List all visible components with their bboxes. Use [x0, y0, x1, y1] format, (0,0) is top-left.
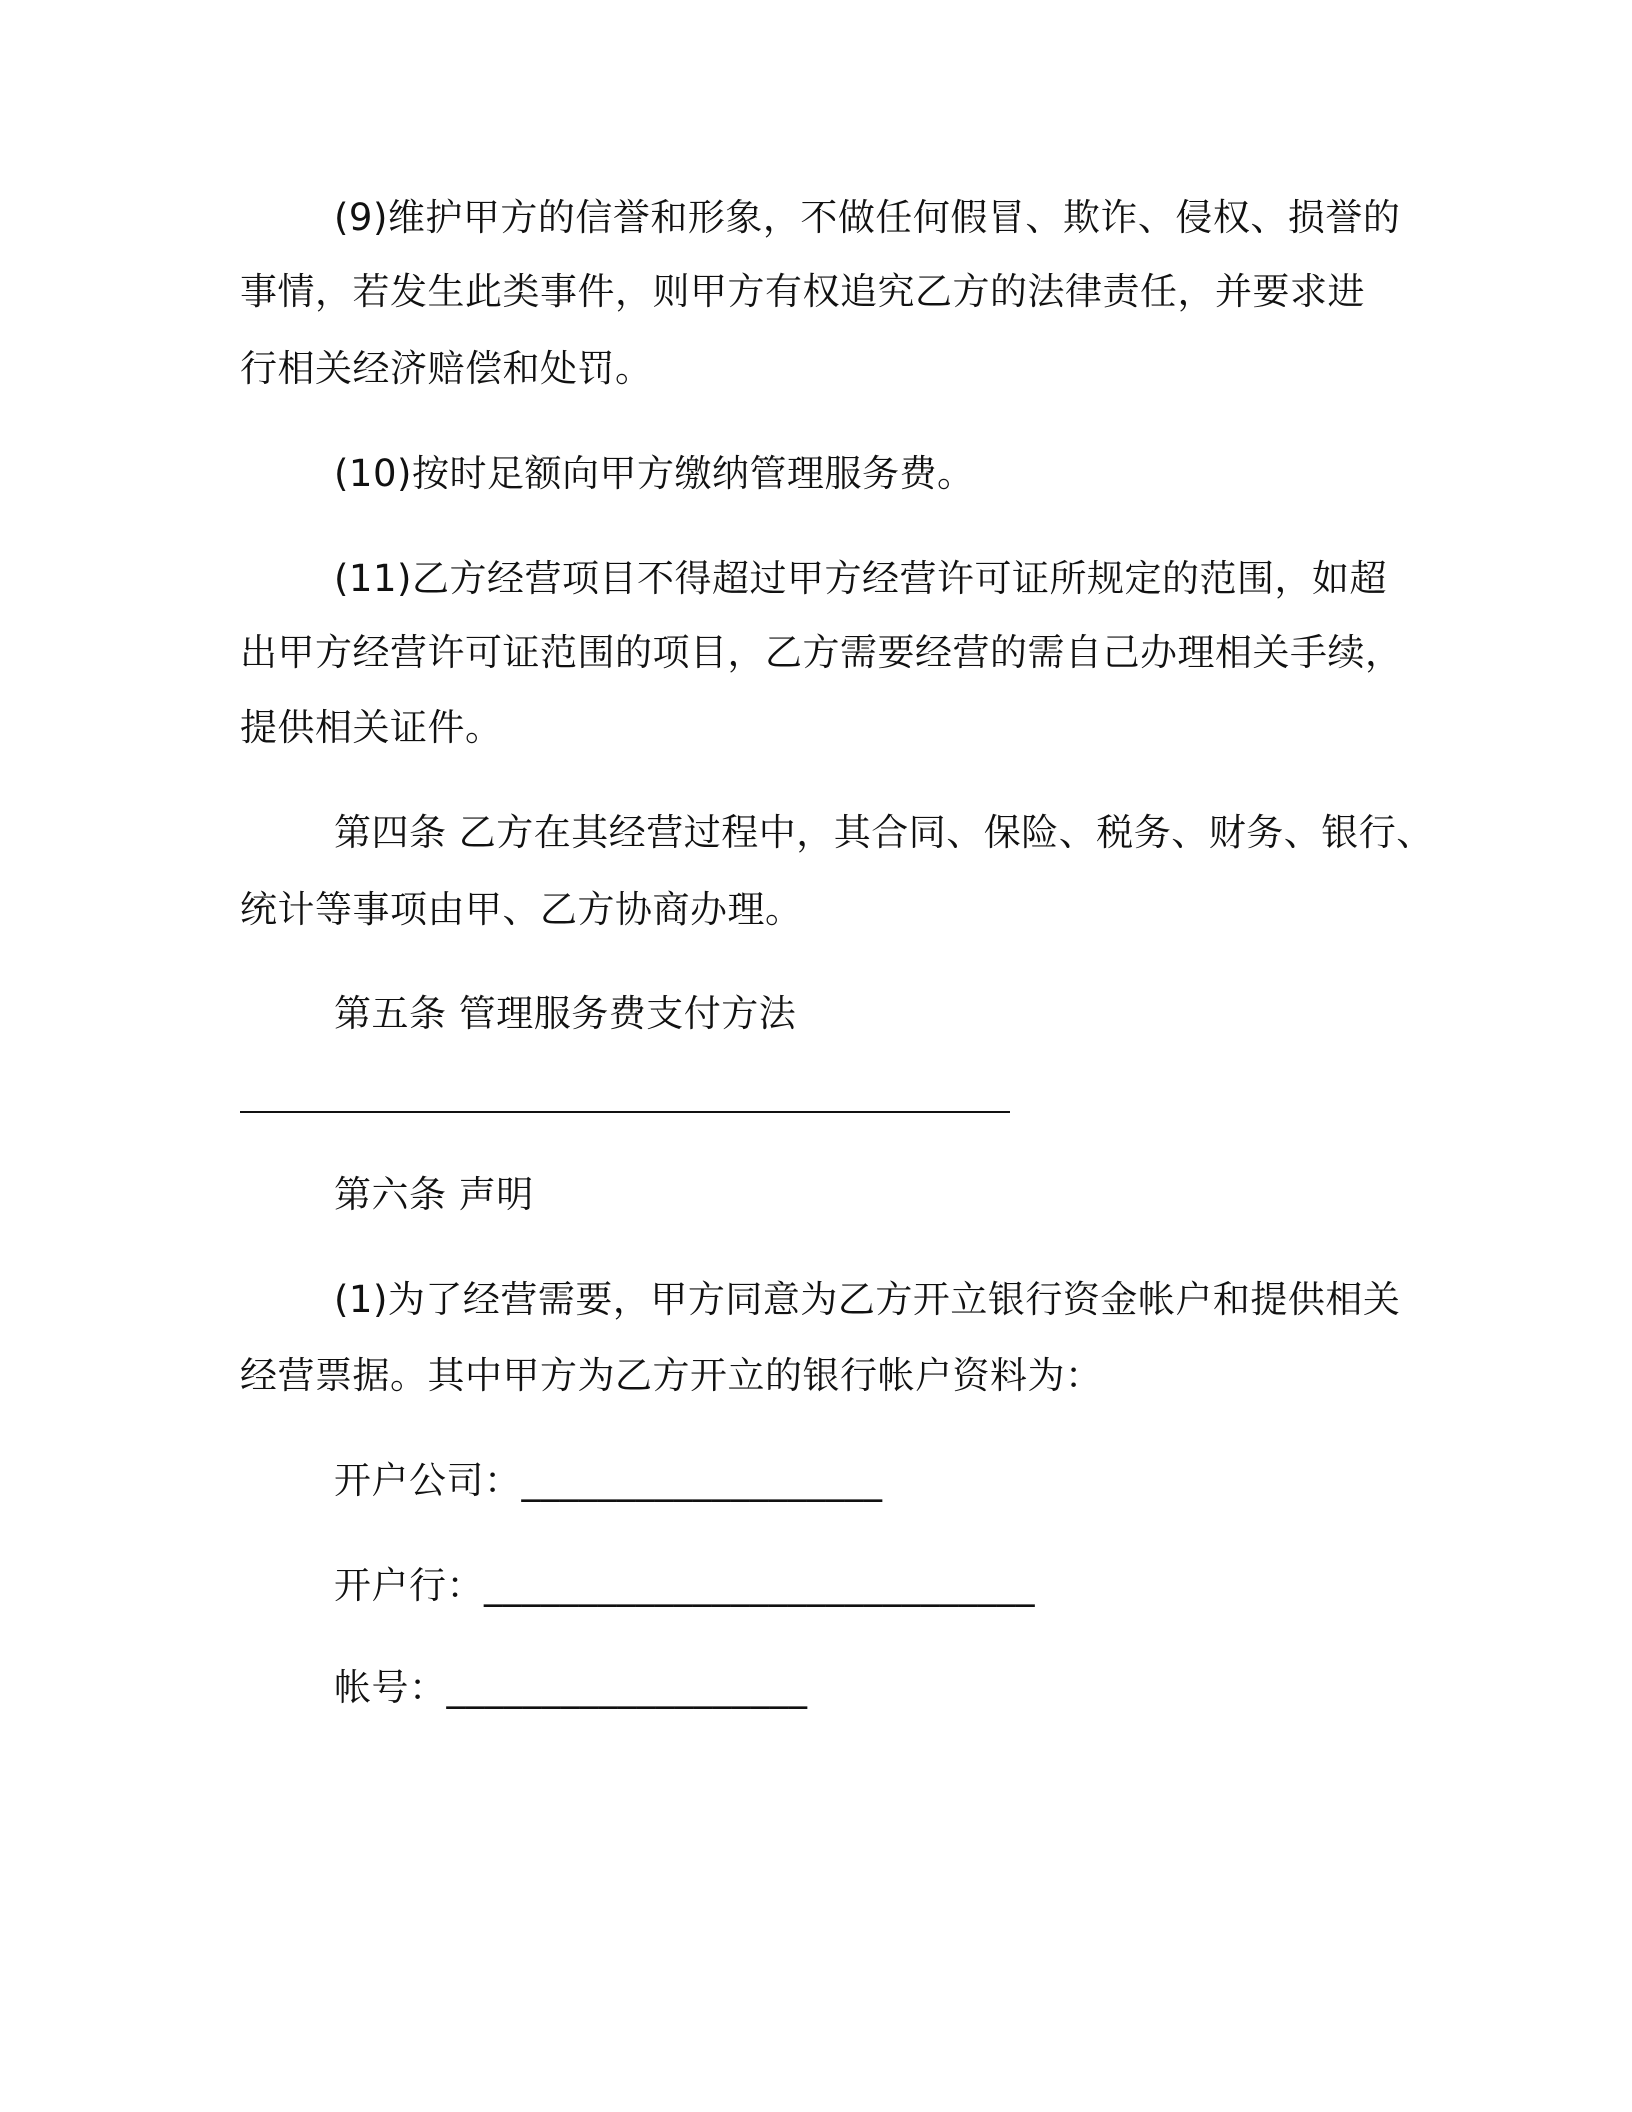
article-4-line-2: 统计等事项由甲、乙方协商办理。 [240, 888, 803, 931]
blank-fill-line [240, 1111, 1010, 1113]
article-4-line-1: 第四条 乙方在其经营过程中，其合同、保险、税务、财务、银行、 [334, 811, 1434, 854]
item-10-line-1: (10)按时足额向甲方缴纳管理服务费。 [334, 452, 975, 495]
declaration-1-line-2: 经营票据。其中甲方为乙方开立的银行帐户资料为： [240, 1354, 1103, 1397]
item-9-line-2: 事情，若发生此类事件，则甲方有权追究乙方的法律责任，并要求进 [240, 270, 1365, 313]
declaration-1-line-1: (1)为了经营需要，甲方同意为乙方开立银行资金帐户和提供相关 [334, 1278, 1401, 1321]
field-account-blank: ___________________ [446, 1666, 808, 1709]
field-account-label: 帐号： [334, 1666, 447, 1709]
field-account [334, 1666, 808, 1710]
item-9-line-1: (9)维护甲方的信誉和形象，不做任何假冒、欺诈、侵权、损誉的 [334, 196, 1401, 239]
field-company-blank: ___________________ [521, 1459, 883, 1502]
field-bank [334, 1564, 1035, 1608]
field-company-label: 开户公司： [334, 1459, 522, 1502]
item-11-line-2: 出甲方经营许可证范围的项目，乙方需要经营的需自己办理相关手续， [240, 631, 1403, 674]
field-bank-blank: _____________________________ [484, 1564, 1035, 1607]
article-5-heading: 第五条 管理服务费支付方法 [334, 992, 797, 1035]
field-bank-label: 开户行： [334, 1564, 484, 1607]
item-11-line-3: 提供相关证件。 [240, 706, 503, 749]
item-11-line-1: (11)乙方经营项目不得超过甲方经营许可证所规定的范围，如超 [334, 557, 1387, 600]
article-6-heading: 第六条 声明 [334, 1173, 534, 1216]
item-9-line-3: 行相关经济赔偿和处罚。 [240, 347, 653, 390]
field-company [334, 1459, 883, 1503]
